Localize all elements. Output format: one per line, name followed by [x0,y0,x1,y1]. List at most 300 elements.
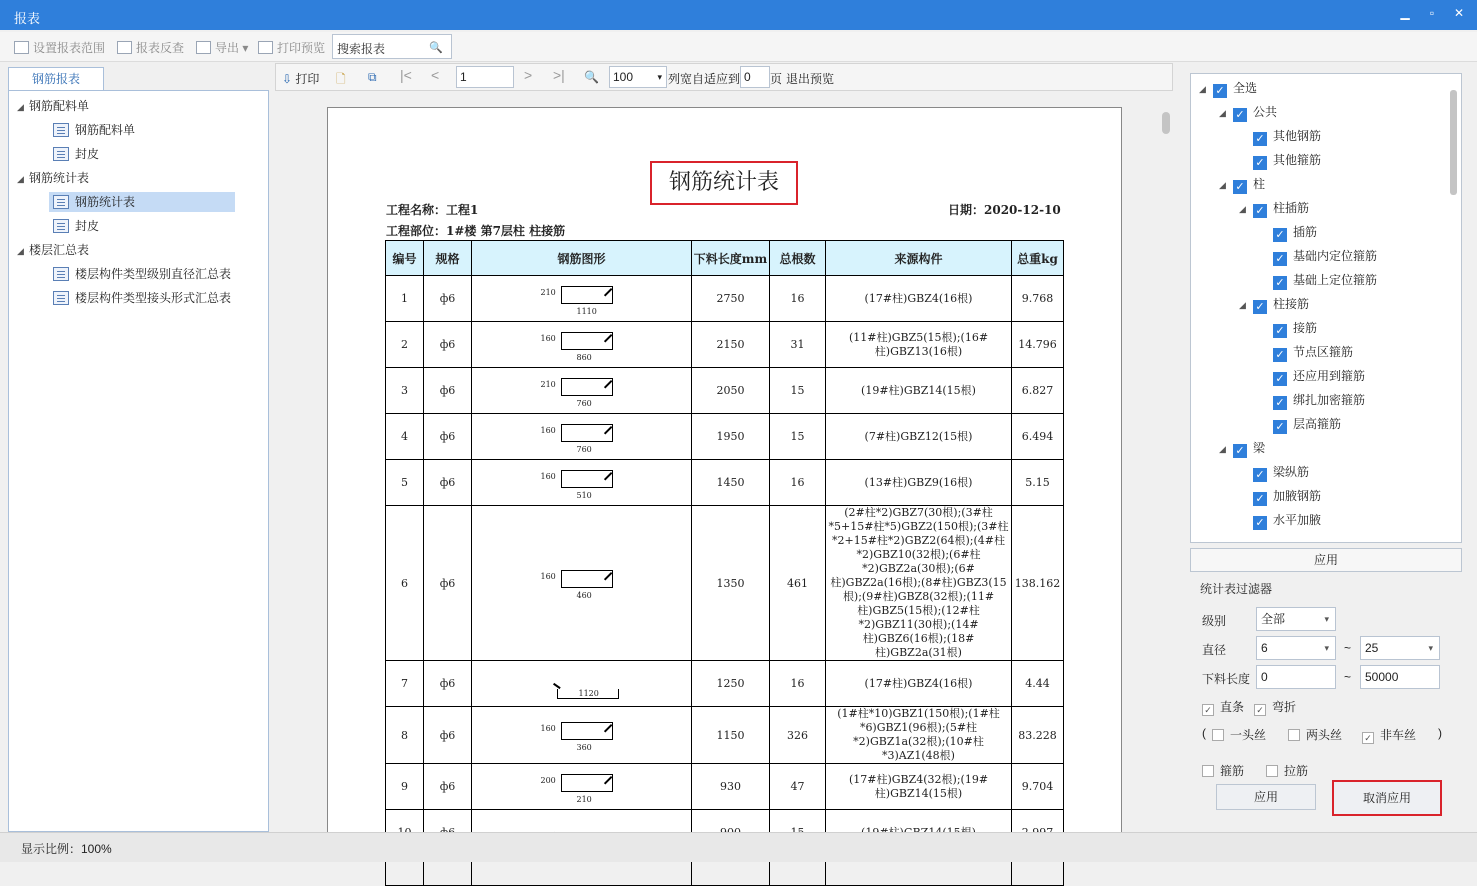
cell-no: 2 [386,322,424,368]
filter-tree-label: 绑扎加密箍筋 [1293,393,1366,407]
export-label: 导出 [215,41,240,55]
export-icon [196,41,211,54]
cell-spec: ф6 [424,322,472,368]
export-button[interactable]: 导出 ▾ [196,39,248,56]
cell-len: 2750 [692,276,770,322]
column-header: 编号 [386,241,424,276]
expand-arrow-icon[interactable]: ◢ [1219,444,1226,454]
cell-no: 7 [386,661,424,707]
rebar-shape-drawing [517,280,647,318]
checkbox-checked-icon[interactable]: ✓ [1273,324,1287,338]
cell-shape [472,460,692,506]
shape-dim-a: 160 [540,471,556,481]
cell-shape [472,506,692,661]
table-row [386,368,1064,414]
filter-tree-label: 其他钢筋 [1273,129,1322,143]
shape-dim-b: 760 [576,398,592,408]
tie-hook [553,682,560,688]
cell-no: 3 [386,368,424,414]
report-check-label: 报表反查 [136,41,185,55]
expand-arrow-icon[interactable]: ◢ [1219,108,1226,118]
expand-arrow-icon[interactable]: ◢ [1239,300,1246,310]
tree-label: 封皮 [75,219,100,233]
rebar-shape-drawing [517,326,647,364]
tree-item[interactable] [49,264,235,284]
filter-tree-item[interactable] [1239,128,1321,146]
cell-spec: ф6 [424,414,472,460]
table-row [386,661,1064,707]
expand-arrow-icon[interactable]: ◢ [17,102,24,112]
set-range-button[interactable] [14,39,105,56]
report-doc-icon [53,291,69,305]
shape-dim-b: 760 [576,444,592,454]
print-label: 打印 [295,72,320,86]
filter-title: 统计表过滤器 [1200,582,1273,596]
chevron-down-icon: ▾ [657,72,662,82]
set-range-label: 设置报表范围 [33,41,106,55]
report-date: 日期：2020-12-10 [948,203,1061,217]
report-doc-icon [53,123,69,137]
grade-value: 全部 [1261,612,1286,626]
checkbox-box [1266,765,1278,777]
checkbox-checked-icon[interactable]: ✓ [1253,156,1267,170]
table-body [386,276,1064,886]
tie-checkbox[interactable] [1266,762,1308,779]
cell-src: (17#柱)GBZ4(32根);(19#柱)GBZ14(15根) [826,764,1012,810]
checkbox-checked-icon[interactable]: ✓ [1253,204,1267,218]
cell-len: 2050 [692,368,770,414]
stirrup-hook [603,724,611,732]
chevron-down-icon: ▾ [1324,643,1329,653]
filter-tree [1190,73,1462,543]
fit-input[interactable]: 0 [740,66,770,88]
cell-spec: ф6 [424,460,472,506]
cell-w: 6.827 [1012,368,1064,414]
checkbox-checked-icon[interactable]: ✓ [1273,228,1287,242]
stirrup-hook [603,334,611,342]
checkbox-checked-icon[interactable]: ✓ [1273,348,1287,362]
checkbox-checked-icon[interactable]: ✓ [1233,180,1247,194]
project-location: 工程部位：1#楼 第7层柱 柱接筋 [386,224,566,238]
shape-dim-a: 160 [540,572,556,581]
tree-item[interactable] [49,192,235,212]
cell-shape [472,276,692,322]
cell-count: 16 [770,276,826,322]
chevron-down-icon: ▾ [1428,643,1433,653]
checkbox-checked-icon[interactable]: ✓ [1253,492,1267,506]
page-setup-icon[interactable]: 🗋 [336,72,346,86]
filter-tree-item[interactable] [1259,272,1377,290]
table-row [386,322,1064,368]
diameter-label: 直径 [1202,643,1227,657]
cell-w: 4.44 [1012,661,1064,707]
stirrup-hook [603,288,611,296]
cell-src: (1#柱*10)GBZ1(150根);(1#柱*6)GBZ1(96根);(5#柱*2)GBZ1a(32根);(10#柱*3)AZ1(48根) [826,707,1012,764]
filter-tree-item[interactable] [1239,152,1321,170]
tree-apply-button[interactable]: 应用 [1190,548,1462,572]
length-to-input[interactable]: 50000 [1360,665,1440,689]
report-doc-icon [53,195,69,209]
main-toolbar [0,32,1477,62]
report-tree [8,90,269,832]
tree-label: 钢筋配料单 [75,123,136,137]
project-name: 工程名称：工程1 [386,203,479,217]
cell-shape [472,414,692,460]
tree-label: 钢筋配料单 [29,99,90,113]
diameter-from-select[interactable] [1256,636,1336,660]
cell-w: 9.704 [1012,764,1064,810]
shape-dim-a: 210 [540,379,556,389]
checkbox-box [1202,765,1214,777]
filter-tree-label: 节点区箍筋 [1293,345,1354,359]
rebar-shape-drawing [517,768,647,806]
filter-tree-label: 层高箍筋 [1293,417,1342,431]
report-check-button[interactable] [117,39,184,56]
cell-no: 1 [386,276,424,322]
checkbox-checked-icon[interactable]: ✓ [1273,252,1287,266]
expand-arrow-icon[interactable]: ◢ [17,174,24,184]
filter-tree-item[interactable] [1259,248,1377,266]
check-icon: ✓ [1254,704,1266,716]
filter-tree-label: 水平加腋 [1273,513,1322,527]
table-row [386,460,1064,506]
filter-tree-label: 其他箍筋 [1273,153,1322,167]
tree-item[interactable] [49,144,103,164]
print-icon: ⇩ [282,72,293,86]
cell-len: 930 [692,764,770,810]
maximize-button[interactable]: ▫ [1429,6,1435,20]
cell-len: 1150 [692,707,770,764]
tie-label: 拉筋 [1284,764,1309,778]
report-preview [275,92,1173,832]
rebar-shape-drawing [517,372,647,410]
shape-dim-b: 210 [576,794,592,804]
checkbox-checked-icon[interactable]: ✓ [1273,396,1287,410]
last-page-icon[interactable]: >| [553,67,565,83]
expand-arrow-icon[interactable]: ◢ [17,246,24,256]
cell-src: (11#柱)GBZ5(15根);(16#柱)GBZ13(16根) [826,322,1012,368]
cell-len: 1250 [692,661,770,707]
filter-tree-label: 柱插筋 [1273,201,1310,215]
shape-dim-b: 860 [576,352,592,362]
tree-item[interactable] [49,288,235,308]
cell-src: (17#柱)GBZ4(16根) [826,276,1012,322]
cell-len: 1950 [692,414,770,460]
table-row [386,276,1064,322]
cell-w: 14.796 [1012,322,1064,368]
zoom-status: 显示比例：100% [21,842,112,856]
chevron-down-icon: ▾ [1324,614,1329,624]
print-preview-button[interactable] [258,39,325,56]
table-header-row [386,241,1064,276]
report-doc-icon [53,267,69,281]
expand-arrow-icon[interactable]: ◢ [1199,84,1206,94]
tree-label: 钢筋统计表 [29,171,90,185]
no-thread-checkbox[interactable] [1362,726,1416,744]
filter-tree-item[interactable] [1239,512,1321,530]
expand-arrow-icon[interactable]: ◢ [1219,180,1226,190]
tilde-label: ~ [1344,641,1352,655]
cell-w: 83.228 [1012,707,1064,764]
straight-label: 直条 [1220,700,1245,714]
cell-shape [472,322,692,368]
filter-tree-label: 梁 [1253,441,1266,455]
page-input[interactable]: 1 [456,66,514,88]
table-row [386,506,1064,661]
rebar-shape-drawing [517,418,647,456]
filter-tree-label: 插筋 [1293,225,1318,239]
filter-tree-label: 还应用到箍筋 [1293,369,1366,383]
cell-no: 9 [386,764,424,810]
stirrup-checkbox[interactable] [1202,762,1244,779]
check-icon: ✓ [1362,732,1374,744]
cell-count: 326 [770,707,826,764]
cell-count: 15 [770,368,826,414]
cell-shape [472,661,692,707]
diameter-from-value: 6 [1261,641,1268,655]
tree-label: 楼层构件类型级别直径汇总表 [75,267,232,281]
report-doc-icon [53,219,69,233]
status-bar [0,832,1477,862]
cell-no: 8 [386,707,424,764]
checkbox-checked-icon[interactable]: ✓ [1253,468,1267,482]
table-icon [14,41,29,54]
shape-dim-b: 1120 [578,688,599,698]
cell-w: 5.15 [1012,460,1064,506]
shape-dim-b: 360 [576,743,592,752]
cell-src: (2#柱*2)GBZ7(30根);(3#柱*5+15#柱*5)GBZ2(150根);(3#柱*2+15#柱*2)GBZ2(64根);(4#柱*2)GBZ10(32根);(6#柱*2)GBZ2a(30根);(6#柱)GBZ2a(16根);(8#柱)GBZ3(15根);(9#柱)GBZ8(32根);(11#柱)GBZ5(15根);(12#柱*2)GBZ11(30根);(14#柱)GBZ6(16根);(18#柱)GBZ2a(31根) [826,506,1012,661]
report-doc-icon [53,147,69,161]
shape-dim-b: 1110 [576,306,597,316]
stirrup-shape [561,332,613,350]
tree-group[interactable] [17,96,89,116]
first-page-icon[interactable]: |< [400,67,412,83]
cell-src: (7#柱)GBZ12(15根) [826,414,1012,460]
apply-button[interactable]: 应用 [1216,784,1316,810]
checkbox-checked-icon[interactable]: ✓ [1253,132,1267,146]
expand-arrow-icon[interactable]: ◢ [1239,204,1246,214]
cell-spec: ф6 [424,764,472,810]
print-preview-label: 打印预览 [277,41,326,55]
stirrup-shape [561,378,613,396]
checkbox-checked-icon[interactable]: ✓ [1273,372,1287,386]
exit-preview-button[interactable]: 退出预览 [786,72,835,86]
minimize-button[interactable]: ▁ [1400,6,1410,20]
search-icon[interactable]: 🔍 [429,42,443,54]
rebar-shape-drawing [517,464,647,502]
cell-w: 138.162 [1012,506,1064,661]
diameter-to-select[interactable] [1360,636,1440,660]
tree-label: 钢筋统计表 [75,195,136,209]
cancel-apply-label: 取消应用 [1362,791,1411,805]
report-title: 钢筋统计表 [650,161,798,205]
prev-page-icon[interactable]: < [431,67,440,83]
preview-scrollbar[interactable] [1162,112,1170,134]
tree-item[interactable] [49,120,139,140]
filter-tree-label: 基础上定位箍筋 [1293,273,1378,287]
rebar-stat-table [385,240,1064,886]
zoom-value: 100 [613,70,634,84]
paren-close: ) [1438,726,1442,740]
column-header: 来源构件 [826,241,1012,276]
tree-label: 楼层汇总表 [29,243,90,257]
cell-len: 1450 [692,460,770,506]
preview-toolbar [275,63,1173,91]
shape-dim-b: 460 [576,591,592,600]
column-header: 钢筋图形 [472,241,692,276]
length-from-input[interactable]: 0 [1256,665,1336,689]
filter-tree-item[interactable] [1259,392,1365,410]
tab-rebar-report[interactable]: 钢筋报表 [8,67,104,91]
rebar-shape-drawing [517,716,647,754]
cell-spec: ф6 [424,661,472,707]
bent-checkbox[interactable] [1254,698,1296,716]
cell-no: 5 [386,460,424,506]
stirrup-label: 箍筋 [1220,764,1245,778]
tree-label: 封皮 [75,147,100,161]
next-page-icon[interactable]: > [524,67,533,83]
cell-count: 16 [770,661,826,707]
stirrup-hook [603,472,611,480]
column-header: 总根数 [770,241,826,276]
checkbox-checked-icon[interactable]: ✓ [1273,420,1287,434]
checkbox-checked-icon[interactable]: ✓ [1213,84,1227,98]
diameter-to-value: 25 [1365,641,1379,655]
filter-tree-item[interactable] [1219,104,1277,122]
cell-src: (17#柱)GBZ4(16根) [826,661,1012,707]
filter-tree-item[interactable] [1259,344,1353,362]
shape-dim-a: 160 [540,333,556,343]
filter-tree-item[interactable] [1199,80,1257,98]
straight-checkbox[interactable] [1202,698,1244,716]
tree-group[interactable] [17,168,89,188]
cell-count: 15 [770,414,826,460]
cell-count: 47 [770,764,826,810]
table-row [386,414,1064,460]
shape-dim-a: 210 [540,287,556,297]
cell-no: 4 [386,414,424,460]
filter-tree-item[interactable] [1219,176,1265,194]
stirrup-shape [561,570,613,588]
rebar-shape-drawing [517,665,647,703]
length-label: 下料长度 [1202,672,1251,686]
stirrup-shape [561,470,613,488]
bent-label: 弯折 [1272,700,1297,714]
cell-w: 9.768 [1012,276,1064,322]
column-header: 下料长度mm [692,241,770,276]
paren-open: ( [1202,726,1206,740]
filter-tree-label: 梁纵筋 [1273,465,1310,479]
two-thread-label: 两头丝 [1306,728,1343,742]
window-title: 报表 [14,11,41,26]
shape-dim-a: 160 [540,425,556,435]
one-thread-label: 一头丝 [1230,728,1267,742]
filter-tree-item[interactable] [1219,440,1265,458]
print-button[interactable] [282,70,319,87]
checkbox-checked-icon[interactable]: ✓ [1273,276,1287,290]
one-thread-checkbox[interactable] [1212,726,1266,743]
filter-tree-item[interactable] [1259,320,1317,338]
zoom-select[interactable] [609,66,667,88]
filter-tree-item[interactable] [1259,416,1341,434]
filter-tree-item[interactable] [1239,296,1309,314]
checkbox-box [1212,729,1224,741]
stirrup-shape [561,424,613,442]
checkbox-checked-icon[interactable]: ✓ [1253,516,1267,530]
checkbox-checked-icon[interactable]: ✓ [1233,108,1247,122]
filter-tree-label: 接筋 [1293,321,1318,335]
copy-icon[interactable]: ⧉ [368,70,377,84]
tree-item[interactable] [49,216,103,236]
grade-select[interactable] [1256,607,1336,631]
column-header: 规格 [424,241,472,276]
search-input[interactable] [332,34,452,59]
title-bar [0,0,1477,30]
checkbox-checked-icon[interactable]: ✓ [1253,300,1267,314]
search-placeholder: 搜索报表 [337,42,386,56]
filter-tree-scrollbar[interactable] [1450,90,1457,195]
filter-tree-item[interactable] [1239,464,1309,482]
table-row [386,764,1064,810]
cell-spec: ф6 [424,368,472,414]
cancel-apply-button[interactable] [1332,780,1442,816]
stirrup-hook [603,776,611,784]
cell-src: (13#柱)GBZ9(16根) [826,460,1012,506]
stirrup-shape [561,774,613,792]
cell-spec: ф6 [424,506,472,661]
shape-dim-b: 510 [576,490,592,500]
cell-src: (19#柱)GBZ14(15根) [826,368,1012,414]
check-icon: ✓ [1202,704,1214,716]
stirrup-hook [603,380,611,388]
print-preview-icon [258,41,273,54]
filter-tree-label: 柱 [1253,177,1266,191]
filter-tree-label: 加腋钢筋 [1273,489,1322,503]
stirrup-hook [603,426,611,434]
filter-tree-item[interactable] [1239,488,1321,506]
cell-count: 31 [770,322,826,368]
cell-no: 6 [386,506,424,661]
filter-tree-item[interactable] [1259,368,1365,386]
find-icon[interactable]: 🔍 [584,70,599,84]
stirrup-shape [561,286,613,304]
grade-label: 级别 [1202,614,1227,628]
cell-shape [472,368,692,414]
rebar-shape-drawing [517,564,647,602]
cell-count: 461 [770,506,826,661]
page-unit-label: 页 [770,72,783,86]
checkbox-box [1288,729,1300,741]
tree-group[interactable] [17,240,89,260]
checkbox-checked-icon[interactable]: ✓ [1233,444,1247,458]
stat-filter-panel [1190,575,1462,825]
fit-label: 列宽自适应到 [668,72,741,86]
shape-dim-a: 160 [540,724,556,733]
cell-len: 2150 [692,322,770,368]
filter-tree-item[interactable] [1239,200,1309,218]
filter-tree-label: 公共 [1253,105,1278,119]
two-thread-checkbox[interactable] [1288,726,1342,743]
cell-count: 16 [770,460,826,506]
cell-shape [472,764,692,810]
close-button[interactable]: ✕ [1453,6,1465,20]
shape-dim-a: 200 [540,775,556,785]
filter-tree-label: 全选 [1233,81,1258,95]
cell-len: 1350 [692,506,770,661]
filter-tree-item[interactable] [1259,224,1317,242]
report-page [327,107,1122,847]
column-header: 总重kg [1012,241,1064,276]
